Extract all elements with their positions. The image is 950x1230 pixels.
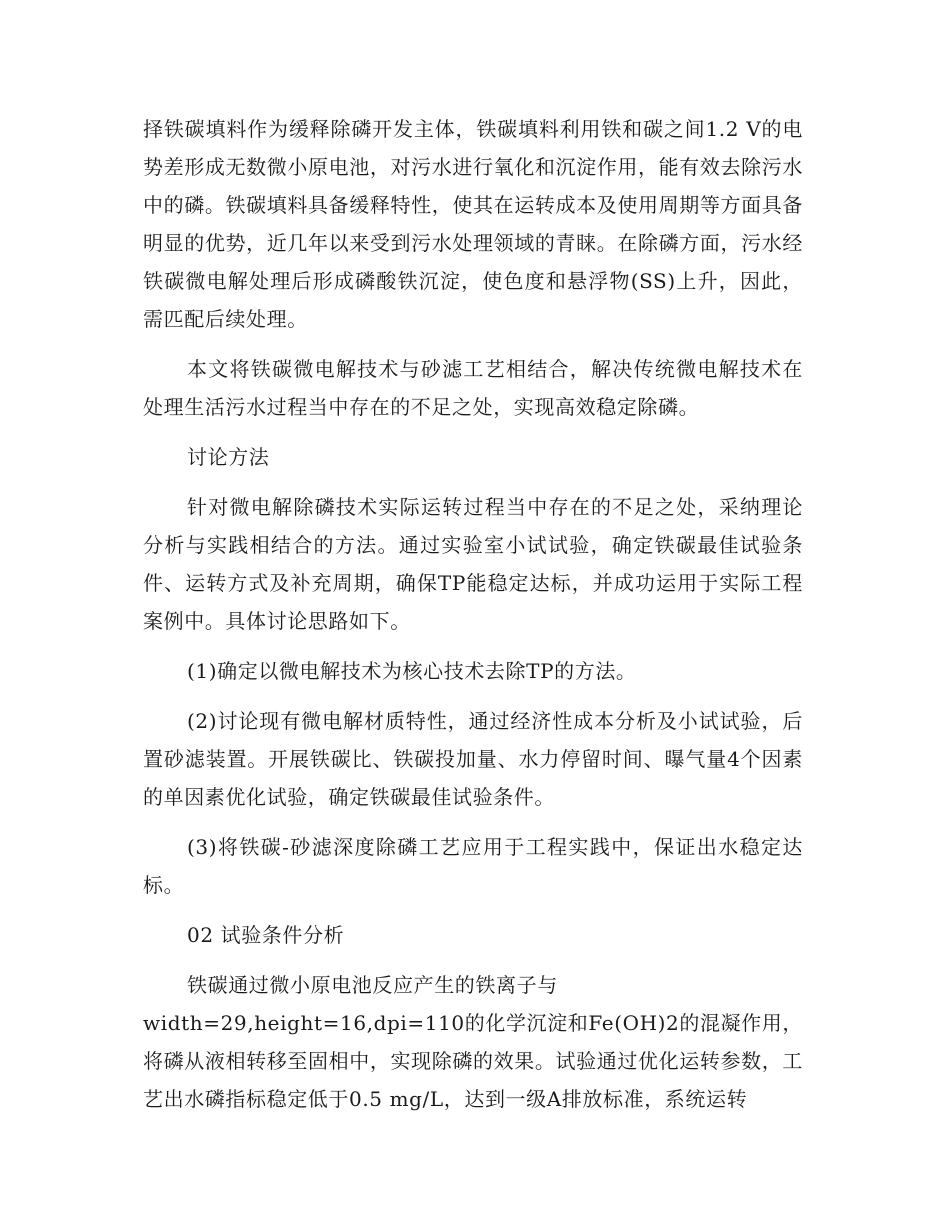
document-body	[143, 110, 803, 1130]
paragraph-line: 铁碳通过微小原电池反应产生的铁离子与	[187, 973, 558, 997]
paragraph-continuation: width=29,height=16,dpi=110的化学沉淀和Fe(OH)2的混凝作用，将磷从液相转移至固相中，实现除磷的效果。试验通过优化运转参数，工艺出水磷指标稳定低于0.5 mg/L，达到一级A排放标准，系统运转	[143, 1011, 803, 1111]
paragraph-test-conditions	[143, 966, 803, 1118]
paragraph-study-purpose: 本文将铁碳微电解技术与砂滤工艺相结合，解决传统微电解技术在处理生活污水过程当中存在的不足之处，实现高效稳定除磷。	[143, 357, 803, 419]
paragraph-step-3: (3)将铁碳-砂滤深度除磷工艺应用于工程实践中，保证出水稳定达标。	[143, 835, 803, 897]
section-heading-test-conditions: 02 试验条件分析	[187, 923, 345, 947]
paragraph-step-2: (2)讨论现有微电解材质特性，通过经济性成本分析及小试试验，后置砂滤装置。开展铁碳比、铁碳投加量、水力停留时间、曝气量4个因素的单因素优化试验，确定铁碳最佳试验条件。	[143, 709, 803, 809]
paragraph-methods: 针对微电解除磷技术实际运转过程当中存在的不足之处，采纳理论分析与实践相结合的方法。通过实验室小试试验，确定铁碳最佳试验条件、运转方式及补充周期，确保TP能稳定达标，并成功运用于实际工程案例中。具体讨论思路如下。	[143, 495, 803, 633]
paragraph-fe-c-filler-intro: 择铁碳填料作为缓释除磷开发主体，铁碳填料利用铁和碳之间1.2 V的电势差形成无数微小原电池，对污水进行氧化和沉淀作用，能有效去除污水中的磷。铁碳填料具备缓释特性，使其在运转成本及使用周期等方面具备明显的优势，近几年以来受到污水处理领域的青睐。在除磷方面，污水经铁碳微电解处理后形成磷酸铁沉淀，使色度和悬浮物(SS)上升，因此，需匹配后续处理。	[143, 117, 803, 331]
paragraph-step-1: (1)确定以微电解技术为核心技术去除TP的方法。	[187, 659, 637, 683]
section-heading-methods: 讨论方法	[187, 445, 270, 469]
